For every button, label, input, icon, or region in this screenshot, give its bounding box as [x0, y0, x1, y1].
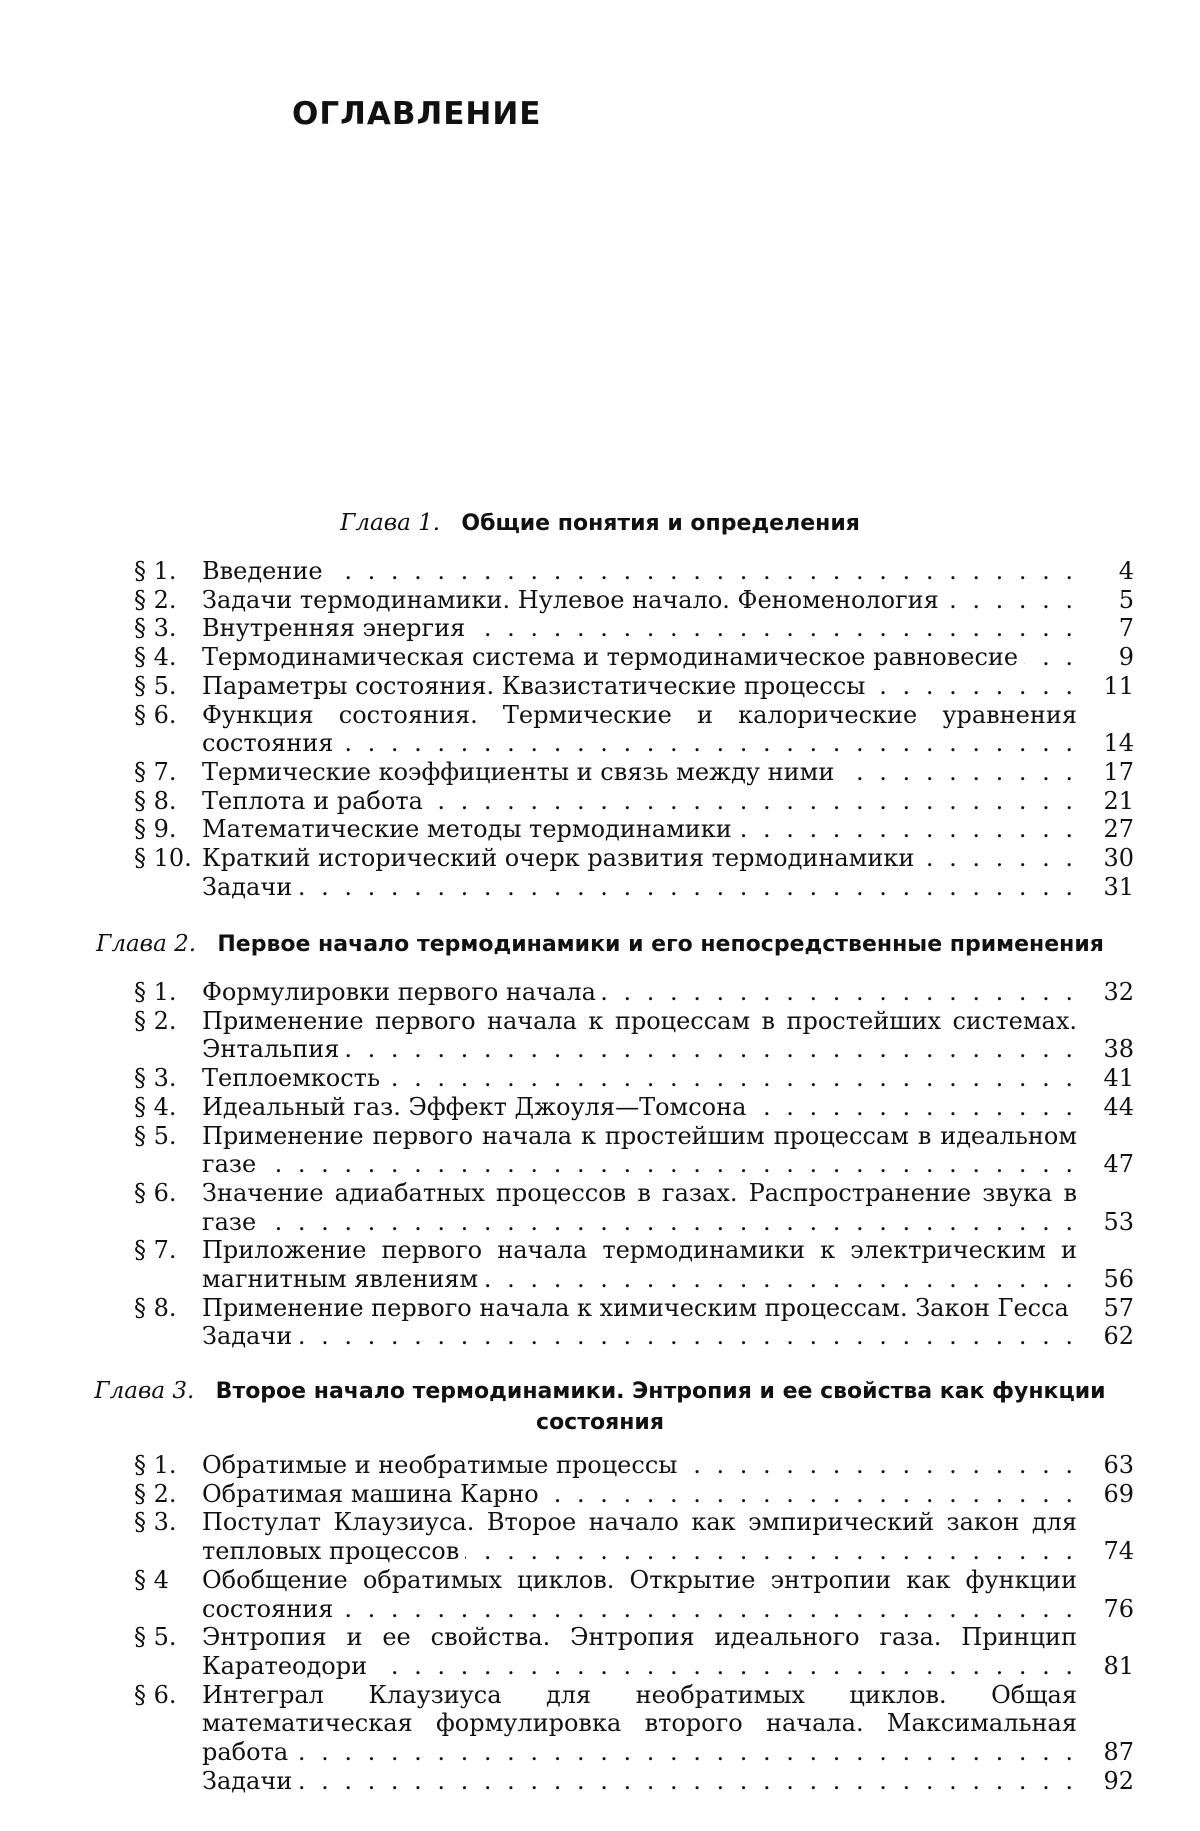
chapter-2-heading — [60, 929, 1140, 960]
page-number: 57 — [1077, 1294, 1134, 1323]
section-title: Теплоемкость — [202, 1064, 386, 1092]
page-number: 21 — [1077, 787, 1134, 816]
page-number: 17 — [1077, 758, 1134, 787]
page-number: 47 — [1077, 1150, 1134, 1179]
toc-entry[interactable] — [134, 1007, 1134, 1064]
page-number: 41 — [1077, 1064, 1134, 1093]
section-title: Применение первого начала к простейшим процессам в идеальном газе — [202, 1122, 1077, 1179]
page-number: 31 — [1077, 873, 1134, 902]
page-number: 5 — [1077, 586, 1134, 615]
page-number: 27 — [1077, 815, 1134, 844]
toc-entry[interactable] — [134, 1681, 1134, 1767]
toc-entry[interactable] — [134, 1179, 1134, 1236]
section-number: § 9. — [134, 815, 202, 844]
toc-entry[interactable] — [134, 672, 1134, 701]
section-number: § 4 — [134, 1566, 202, 1595]
section-number: § 5. — [134, 1122, 202, 1151]
chapter-label: Глава 3. — [94, 1378, 194, 1404]
section-number: § 4. — [134, 1093, 202, 1122]
toc-entry[interactable] — [134, 1236, 1134, 1293]
section-title: Краткий исторический очерк развития термодинамики — [202, 844, 920, 872]
section-title: Термические коэффициенты и связь между ними — [202, 758, 840, 786]
section-title: Задачи — [202, 1322, 298, 1350]
page-number: 87 — [1077, 1738, 1134, 1767]
toc-entry[interactable] — [134, 1566, 1134, 1623]
section-number: § 6. — [134, 1179, 202, 1208]
page-number: 38 — [1077, 1035, 1134, 1064]
section-title: Математические методы термодинамики — [202, 815, 738, 843]
section-title: Теплота и работа — [202, 787, 429, 815]
page-title: ОГЛАВЛЕНИЕ — [292, 96, 541, 132]
section-number: § 7. — [134, 1236, 202, 1265]
section-title: Функция состояния. Термические и калорические уравнения состояния — [202, 701, 1077, 758]
section-number: § 2. — [134, 586, 202, 615]
section-number: § 7. — [134, 758, 202, 787]
toc-entry-tasks[interactable] — [134, 873, 1134, 902]
section-number: § 1. — [134, 978, 202, 1007]
page-number: 11 — [1077, 672, 1134, 701]
chapter-1-entries — [134, 557, 1134, 901]
toc-entry[interactable] — [134, 643, 1134, 672]
section-title: Задачи — [202, 1767, 298, 1795]
page-number: 92 — [1077, 1767, 1134, 1796]
section-number: § 5. — [134, 672, 202, 701]
toc-entry[interactable] — [134, 1508, 1134, 1565]
page-number: 76 — [1077, 1595, 1134, 1624]
page-number: 74 — [1077, 1537, 1134, 1566]
toc-entry[interactable] — [134, 1451, 1134, 1480]
section-number: § 3. — [134, 1508, 202, 1537]
section-title: Внутренняя энергия — [202, 614, 471, 642]
section-number: § 3. — [134, 614, 202, 643]
section-number: § 10. — [134, 844, 202, 873]
section-number: § 8. — [134, 787, 202, 816]
section-number: § 5. — [134, 1623, 202, 1652]
section-title: Применение первого начала к процессам в простейших системах. Энтальпия — [202, 1007, 1077, 1064]
section-title: Обратимая машина Карно — [202, 1480, 545, 1508]
toc-entry[interactable] — [134, 557, 1134, 586]
page-number: 7 — [1077, 614, 1134, 643]
section-title: Обобщение обратимых циклов. Открытие энтропии как функции состояния — [202, 1566, 1077, 1623]
toc-entry[interactable] — [134, 978, 1134, 1007]
section-title: Интеграл Клаузиуса для необратимых циклов. Общая математическая формулировка второго начала. Максимальная работа — [202, 1681, 1077, 1766]
page-number: 53 — [1077, 1208, 1134, 1237]
toc-entry[interactable] — [134, 758, 1134, 787]
page-number: 4 — [1077, 557, 1134, 586]
section-number: § 4. — [134, 643, 202, 672]
section-number: § 1. — [134, 1451, 202, 1480]
page-number: 30 — [1077, 844, 1134, 873]
section-number: § 2. — [134, 1480, 202, 1509]
section-title: Значение адиабатных процессов в газах. Распространение звука в газе — [202, 1179, 1077, 1236]
toc-entry-tasks[interactable] — [134, 1767, 1134, 1796]
toc-entry[interactable] — [134, 1093, 1134, 1122]
toc-entry[interactable] — [134, 1294, 1134, 1323]
section-title: Введение — [202, 557, 329, 585]
chapter-title: Первое начало термодинамики и его непосредственные применения — [217, 932, 1104, 957]
toc-entry[interactable] — [134, 1064, 1134, 1093]
page-number: 69 — [1077, 1480, 1134, 1509]
page-number: 63 — [1077, 1451, 1134, 1480]
chapter-label: Глава 2. — [96, 931, 196, 957]
section-number: § 6. — [134, 1681, 202, 1710]
chapter-3-entries — [134, 1451, 1134, 1795]
toc-entry[interactable] — [134, 1480, 1134, 1509]
page-number: 62 — [1077, 1322, 1134, 1351]
chapter-label: Глава 1. — [340, 510, 440, 536]
section-title: Применение первого начала к химическим процессам. Закон Гесса — [202, 1294, 1075, 1322]
chapter-2-entries — [134, 978, 1134, 1351]
section-title: Идеальный газ. Эффект Джоуля—Томсона — [202, 1093, 752, 1121]
chapter-1-heading — [60, 508, 1140, 539]
toc-entry[interactable] — [134, 787, 1134, 816]
toc-entry[interactable] — [134, 586, 1134, 615]
section-number: § 8. — [134, 1294, 202, 1323]
toc-entry[interactable] — [134, 815, 1134, 844]
page-number: 56 — [1077, 1265, 1134, 1294]
toc-entry-tasks[interactable] — [134, 1322, 1134, 1351]
section-title: Обратимые и необратимые процессы — [202, 1451, 683, 1479]
toc-entry[interactable] — [134, 844, 1134, 873]
page-number: 9 — [1077, 643, 1134, 672]
section-title: Приложение первого начала термодинамики к электрическим и магнитным явлениям — [202, 1236, 1077, 1293]
toc-entry[interactable] — [134, 614, 1134, 643]
section-title: Постулат Клаузиуса. Второе начало как эмпирический закон для тепловых процессов — [202, 1508, 1077, 1565]
section-title: Задачи — [202, 873, 298, 901]
page-number: 81 — [1077, 1652, 1134, 1681]
section-number: § 2. — [134, 1007, 202, 1036]
page-number: 14 — [1077, 729, 1134, 758]
chapter-title: Второе начало термодинамики. Энтропия и ее свойства как функции состояния — [216, 1379, 1106, 1435]
section-number: § 6. — [134, 701, 202, 730]
section-title: Формулировки первого начала — [202, 978, 602, 1006]
page-number: 32 — [1077, 978, 1134, 1007]
chapter-title: Общие понятия и определения — [461, 511, 860, 536]
section-title: Задачи термодинамики. Нулевое начало. Феноменология — [202, 586, 945, 614]
section-number: § 1. — [134, 557, 202, 586]
section-title: Энтропия и ее свойства. Энтропия идеального газа. Принцип Каратеодори — [202, 1623, 1077, 1680]
page-number: 44 — [1077, 1093, 1134, 1122]
toc-entry[interactable] — [134, 701, 1134, 758]
toc-entry[interactable] — [134, 1623, 1134, 1680]
section-title: Параметры состояния. Квазистатические процессы — [202, 672, 871, 700]
toc-entry[interactable] — [134, 1122, 1134, 1179]
section-title: Термодинамическая система и термодинамическое равновесие — [202, 643, 1024, 671]
chapter-3-heading — [60, 1376, 1140, 1438]
section-number: § 3. — [134, 1064, 202, 1093]
